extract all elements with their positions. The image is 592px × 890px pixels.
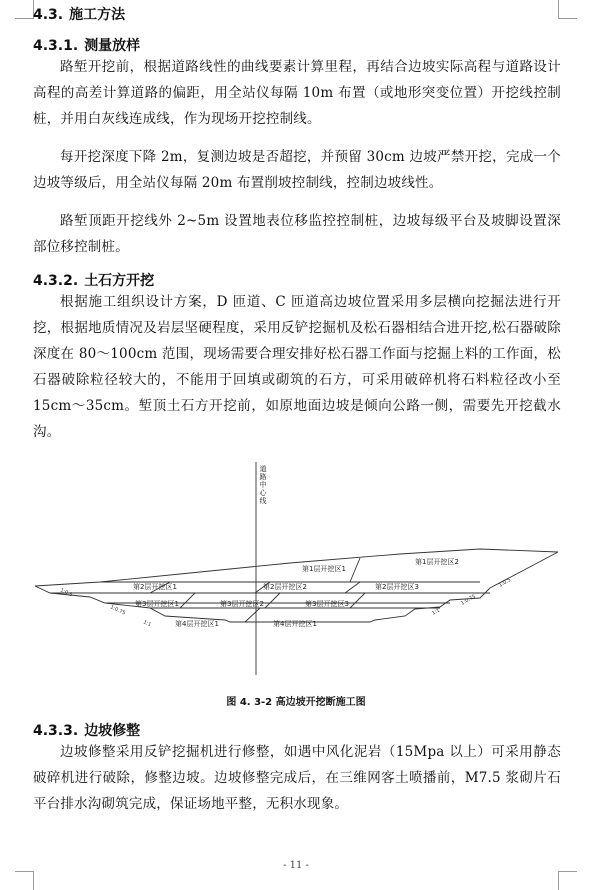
- zone-label: 第1层开挖区2: [415, 558, 459, 566]
- cross-section-diagram: [30, 460, 565, 685]
- zone-label: 第3层开挖区2: [220, 600, 264, 608]
- slope-ratio-label: 1:1: [431, 607, 441, 617]
- zone-label: 第2层开挖区1: [133, 583, 177, 591]
- zone-label: 第3层开挖区3: [305, 600, 349, 608]
- slope-ratio-label: 1:0.5: [59, 587, 74, 599]
- centerline-label: 道路中心线: [259, 465, 267, 505]
- slope-ratio-label: 1:0.75: [109, 604, 127, 617]
- zone-label: 第2层开挖区2: [263, 583, 307, 591]
- zone-label: 第3层开挖区1: [135, 600, 179, 608]
- subsection-title: 测量放样: [84, 38, 141, 54]
- paragraph: 边坡修整采用反铲挖掘机进行修整，如遇中风化泥岩（15Mpa 以上）可采用静态破碎机进行破除，修整边坡。边坡修整完成后，在三维网客土喷播前，M7.5 浆砌片石平台排水沟砌筑完成，保证场地平整，无积水现象。: [33, 744, 561, 812]
- excavation-cross-section-figure: [30, 460, 565, 685]
- crop-mark-bottom-right: [558, 871, 577, 890]
- subsection-number: 4.3.3.: [33, 723, 79, 739]
- subsection-title: 土石方开挖: [84, 273, 155, 289]
- subsection-title: 边坡修整: [84, 723, 141, 739]
- subsection-number: 4.3.1.: [33, 38, 79, 54]
- centerline-label-wrap: [258, 465, 270, 535]
- slope-ratio-label: 1:0.75: [460, 593, 477, 607]
- page-number: - 11 -: [283, 860, 309, 871]
- subsection-heading-2: [33, 272, 154, 290]
- slope-ratio-label: 1:0.5: [498, 577, 513, 589]
- crop-mark-top-right: [558, 0, 577, 19]
- crop-mark-bottom-left: [15, 871, 34, 890]
- section-title: 施工方法: [69, 7, 126, 23]
- figure-caption: 图 4. 3-2 高边坡开挖断施工图: [226, 697, 366, 708]
- zone-label: 第4层开挖区1: [273, 620, 317, 628]
- zone-label: 第1层开挖区1: [302, 565, 346, 573]
- crop-mark-top-left: [15, 0, 34, 19]
- ground-line: [35, 549, 558, 586]
- subsection-heading-1: [33, 37, 140, 55]
- subsection-heading-3: [33, 722, 140, 740]
- paragraph: 根据施工组织设计方案，D 匝道、C 匝道高边坡位置采用多层横向挖掘法进行开挖，根据地质情况及岩层坚硬程度，采用反铲挖掘机及松石器相结合进开挖,松石器破除深度在 80～100cm 范围，现场需要合理安排好松石器工作面与挖掘上料的工作面，松石器破除粒径较大的，不能用于回填或砌筑的石方，可采用破碎机将石料粒径改小至 15cm～35cm。堑顶土石方开挖前，如原地面边坡是倾向公路一侧，需要先开挖截水沟。: [33, 294, 561, 440]
- subsection-number: 4.3.2.: [33, 273, 79, 289]
- paragraph: 路堑顶距开挖线外 2~5m 设置地表位移监控控制桩，边坡每级平台及坡脚设置深部位移控制桩。: [33, 213, 561, 255]
- zone-label: 第2层开挖区3: [375, 583, 419, 591]
- section-heading: [33, 6, 125, 24]
- zone-label: 第4层开挖区1: [175, 620, 219, 628]
- section-number: 4.3.: [33, 7, 64, 23]
- paragraph: 路堑开挖前，根据道路线性的曲线要素计算里程，再结合边坡实际高程与道路设计高程的高差计算道路的偏距，用全站仪每隔 10m 布置（或地形突变位置）开挖线控制桩，并用白灰线连成线，作为现场开挖控制线。: [33, 59, 561, 127]
- slope-ratio-label: 1:1: [142, 619, 152, 629]
- paragraph: 每开挖深度下降 2m，复测边坡是否超挖，并预留 30cm 边坡严禁开挖，完成一个边坡等级后，用全站仪每隔 20m 布置削坡控制线，控制边坡线性。: [33, 149, 561, 191]
